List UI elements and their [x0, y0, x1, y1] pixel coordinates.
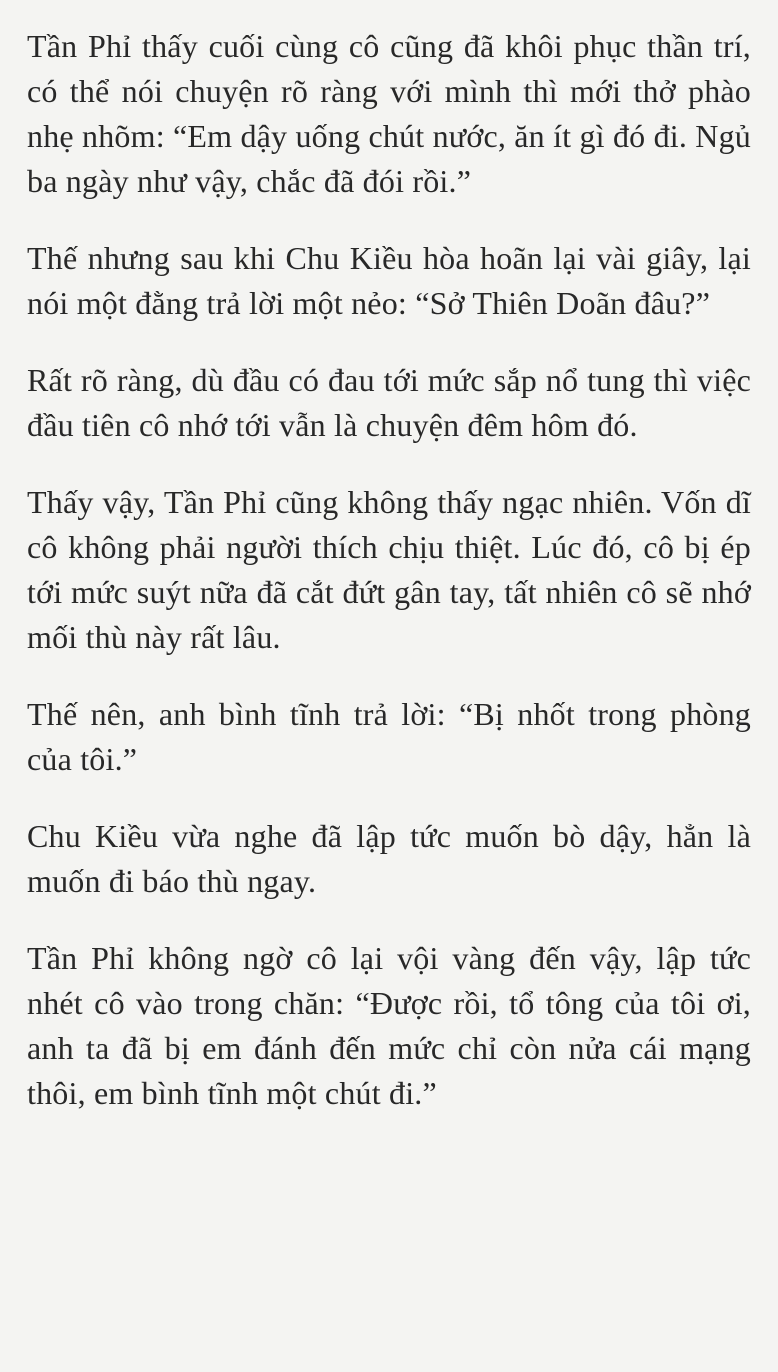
chapter-paragraph: Tần Phỉ không ngờ cô lại vội vàng đến vậy, lập tức nhét cô vào trong chăn: “Được rồi, tổ tông của tôi ơi, anh ta đã bị em đánh đến mức chỉ còn nửa cái mạng thôi, em bình tĩnh một chút đi.”	[27, 940, 751, 1111]
chapter-paragraph: Thấy vậy, Tần Phỉ cũng không thấy ngạc nhiên. Vốn dĩ cô không phải người thích chịu thiệt. Lúc đó, cô bị ép tới mức suýt nữa đã cắt đứt gân tay, tất nhiên cô sẽ nhớ mối thù này rất lâu.	[27, 484, 751, 655]
chapter-paragraph: Thế nên, anh bình tĩnh trả lời: “Bị nhốt trong phòng của tôi.”	[27, 696, 751, 777]
chapter-paragraph: Thế nhưng sau khi Chu Kiều hòa hoãn lại vài giây, lại nói một đằng trả lời một nẻo: “Sở Thiên Doãn đâu?”	[27, 240, 751, 321]
chapter-paragraph: Rất rõ ràng, dù đầu có đau tới mức sắp nổ tung thì việc đầu tiên cô nhớ tới vẫn là chuyện đêm hôm đó.	[27, 362, 751, 443]
chapter-paragraph: Tần Phỉ thấy cuối cùng cô cũng đã khôi phục thần trí, có thể nói chuyện rõ ràng với mình thì mới thở phào nhẹ nhõm: “Em dậy uống chút nước, ăn ít gì đó đi. Ngủ ba ngày như vậy, chắc đã đói rồi.”	[27, 28, 751, 199]
chapter-text	[27, 24, 751, 1116]
chapter-paragraph: Chu Kiều vừa nghe đã lập tức muốn bò dậy, hẳn là muốn đi báo thù ngay.	[27, 818, 751, 899]
